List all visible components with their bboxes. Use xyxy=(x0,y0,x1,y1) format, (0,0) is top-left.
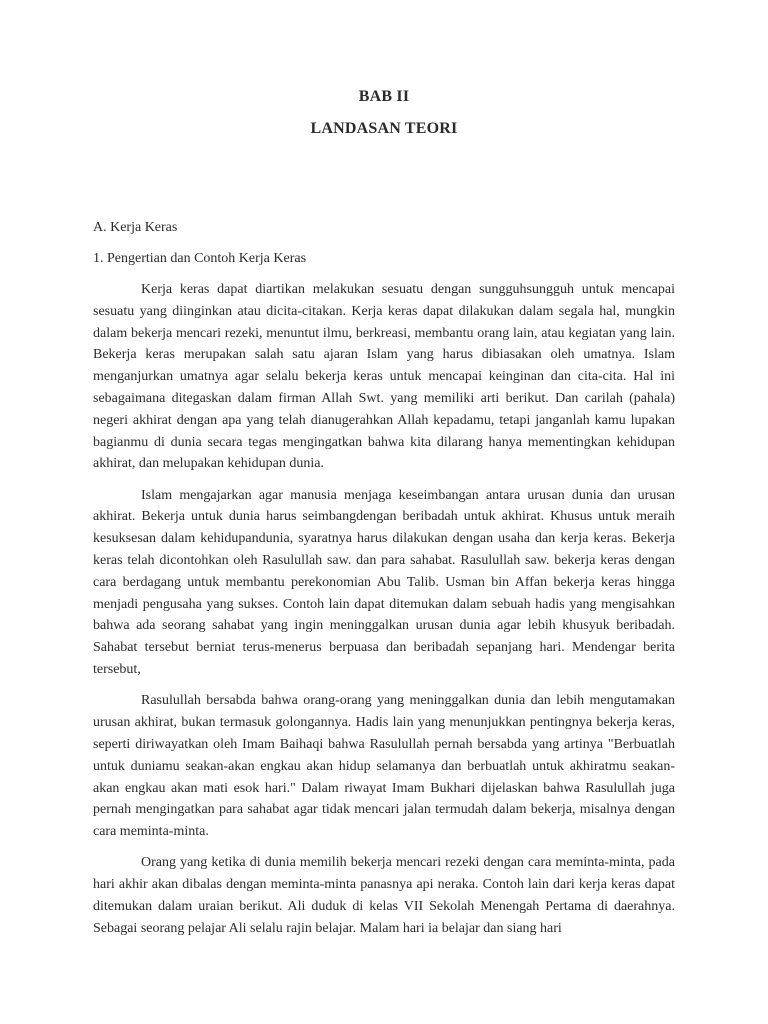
document-body xyxy=(93,217,675,949)
chapter-title: LANDASAN TEORI xyxy=(310,120,458,137)
body-paragraph: Orang yang ketika di dunia memilih bekerja mencari rezeki dengan cara meminta-minta, pada hari akhir akan dibalas dengan meminta-minta panasnya api neraka. Contoh lain dari kerja keras dapat ditemukan dalam uraian berikut. Ali duduk di kelas VII Sekolah Menengah Pertama di daerahnya. Sebagai seorang pelajar Ali selalu rajin belajar. Malam hari ia belajar dan siang hari xyxy=(93,855,675,936)
body-paragraph: Islam mengajarkan agar manusia menjaga keseimbangan antara urusan dunia dan urusan akhirat. Bekerja untuk dunia harus seimbangdengan beribadah untuk akhirat. Khusus untuk meraih kesuksesan dalam kehidupandunia, syaratnya harus dilakukan dengan usaha dan kerja keras. Bekerja keras telah dicontohkan oleh Rasulullah saw. dan para sahabat. Rasulullah saw. bekerja keras dengan cara berdagang untuk membantu perekonomian Abu Talib. Usman bin Affan bekerja keras hingga menjadi pengusaha yang sukses. Contoh lain dapat ditemukan dalam sebuah hadis yang mengisahkan bahwa ada seorang sahabat yang ingin meninggalkan urusan dunia agar lebih khusyuk beribadah. Sahabat tersebut berniat terus-menerus berpuasa dan beribadah sepanjang hari. Mendengar berita tersebut, xyxy=(93,487,675,678)
chapter-number: BAB II xyxy=(358,88,410,105)
body-paragraph: Kerja keras dapat diartikan melakukan sesuatu dengan sungguhsungguh untuk mencapai sesuatu yang diinginkan atau dicita-citakan. Kerja keras dapat dilakukan dalam segala hal, mungkin dalam bekerja mencari rezeki, menuntut ilmu, berkreasi, membantu orang lain, atau kegiatan yang lain. Bekerja keras merupakan salah satu ajaran Islam yang harus dibiasakan oleh umatnya. Islam menganjurkan umatnya agar selalu bekerja keras untuk mencapai keinginan dan cita-cita. Hal ini sebagaimana ditegaskan dalam firman Allah Swt. yang memiliki arti berikut. Dan carilah (pahala) negeri akhirat dengan apa yang telah dianugerahkan Allah kepadamu, tetapi janganlah kamu lupakan bagianmu di dunia secara tegas mengingatkan bahwa kita dilarang hanya mementingkan kehidupan akhirat, dan melupakan kehidupan dunia. xyxy=(93,282,675,472)
section-heading: A. Kerja Keras xyxy=(93,220,178,235)
subsection-heading: 1. Pengertian dan Contoh Kerja Keras xyxy=(93,251,307,266)
body-paragraph: Rasulullah bersabda bahwa orang-orang yang meninggalkan dunia dan lebih mengutamakan urusan akhirat, bukan termasuk golongannya. Hadis lain yang menunjukkan pentingnya bekerja keras, seperti diriwayatkan oleh Imam Baihaqi bahwa Rasulullah pernah bersabda yang artinya "Berbuatlah untuk duniamu seakan-akan engkau akan hidup selamanya dan berbuatlah untuk akhiratmu seakan-akan engkau akan mati esok hari." Dalam riwayat Imam Bukhari dijelaskan bahwa Rasulullah juga pernah mengingatkan para sahabat agar tidak mencari jalan termudah dalam bekerja, misalnya dengan cara meminta-minta. xyxy=(93,693,675,840)
